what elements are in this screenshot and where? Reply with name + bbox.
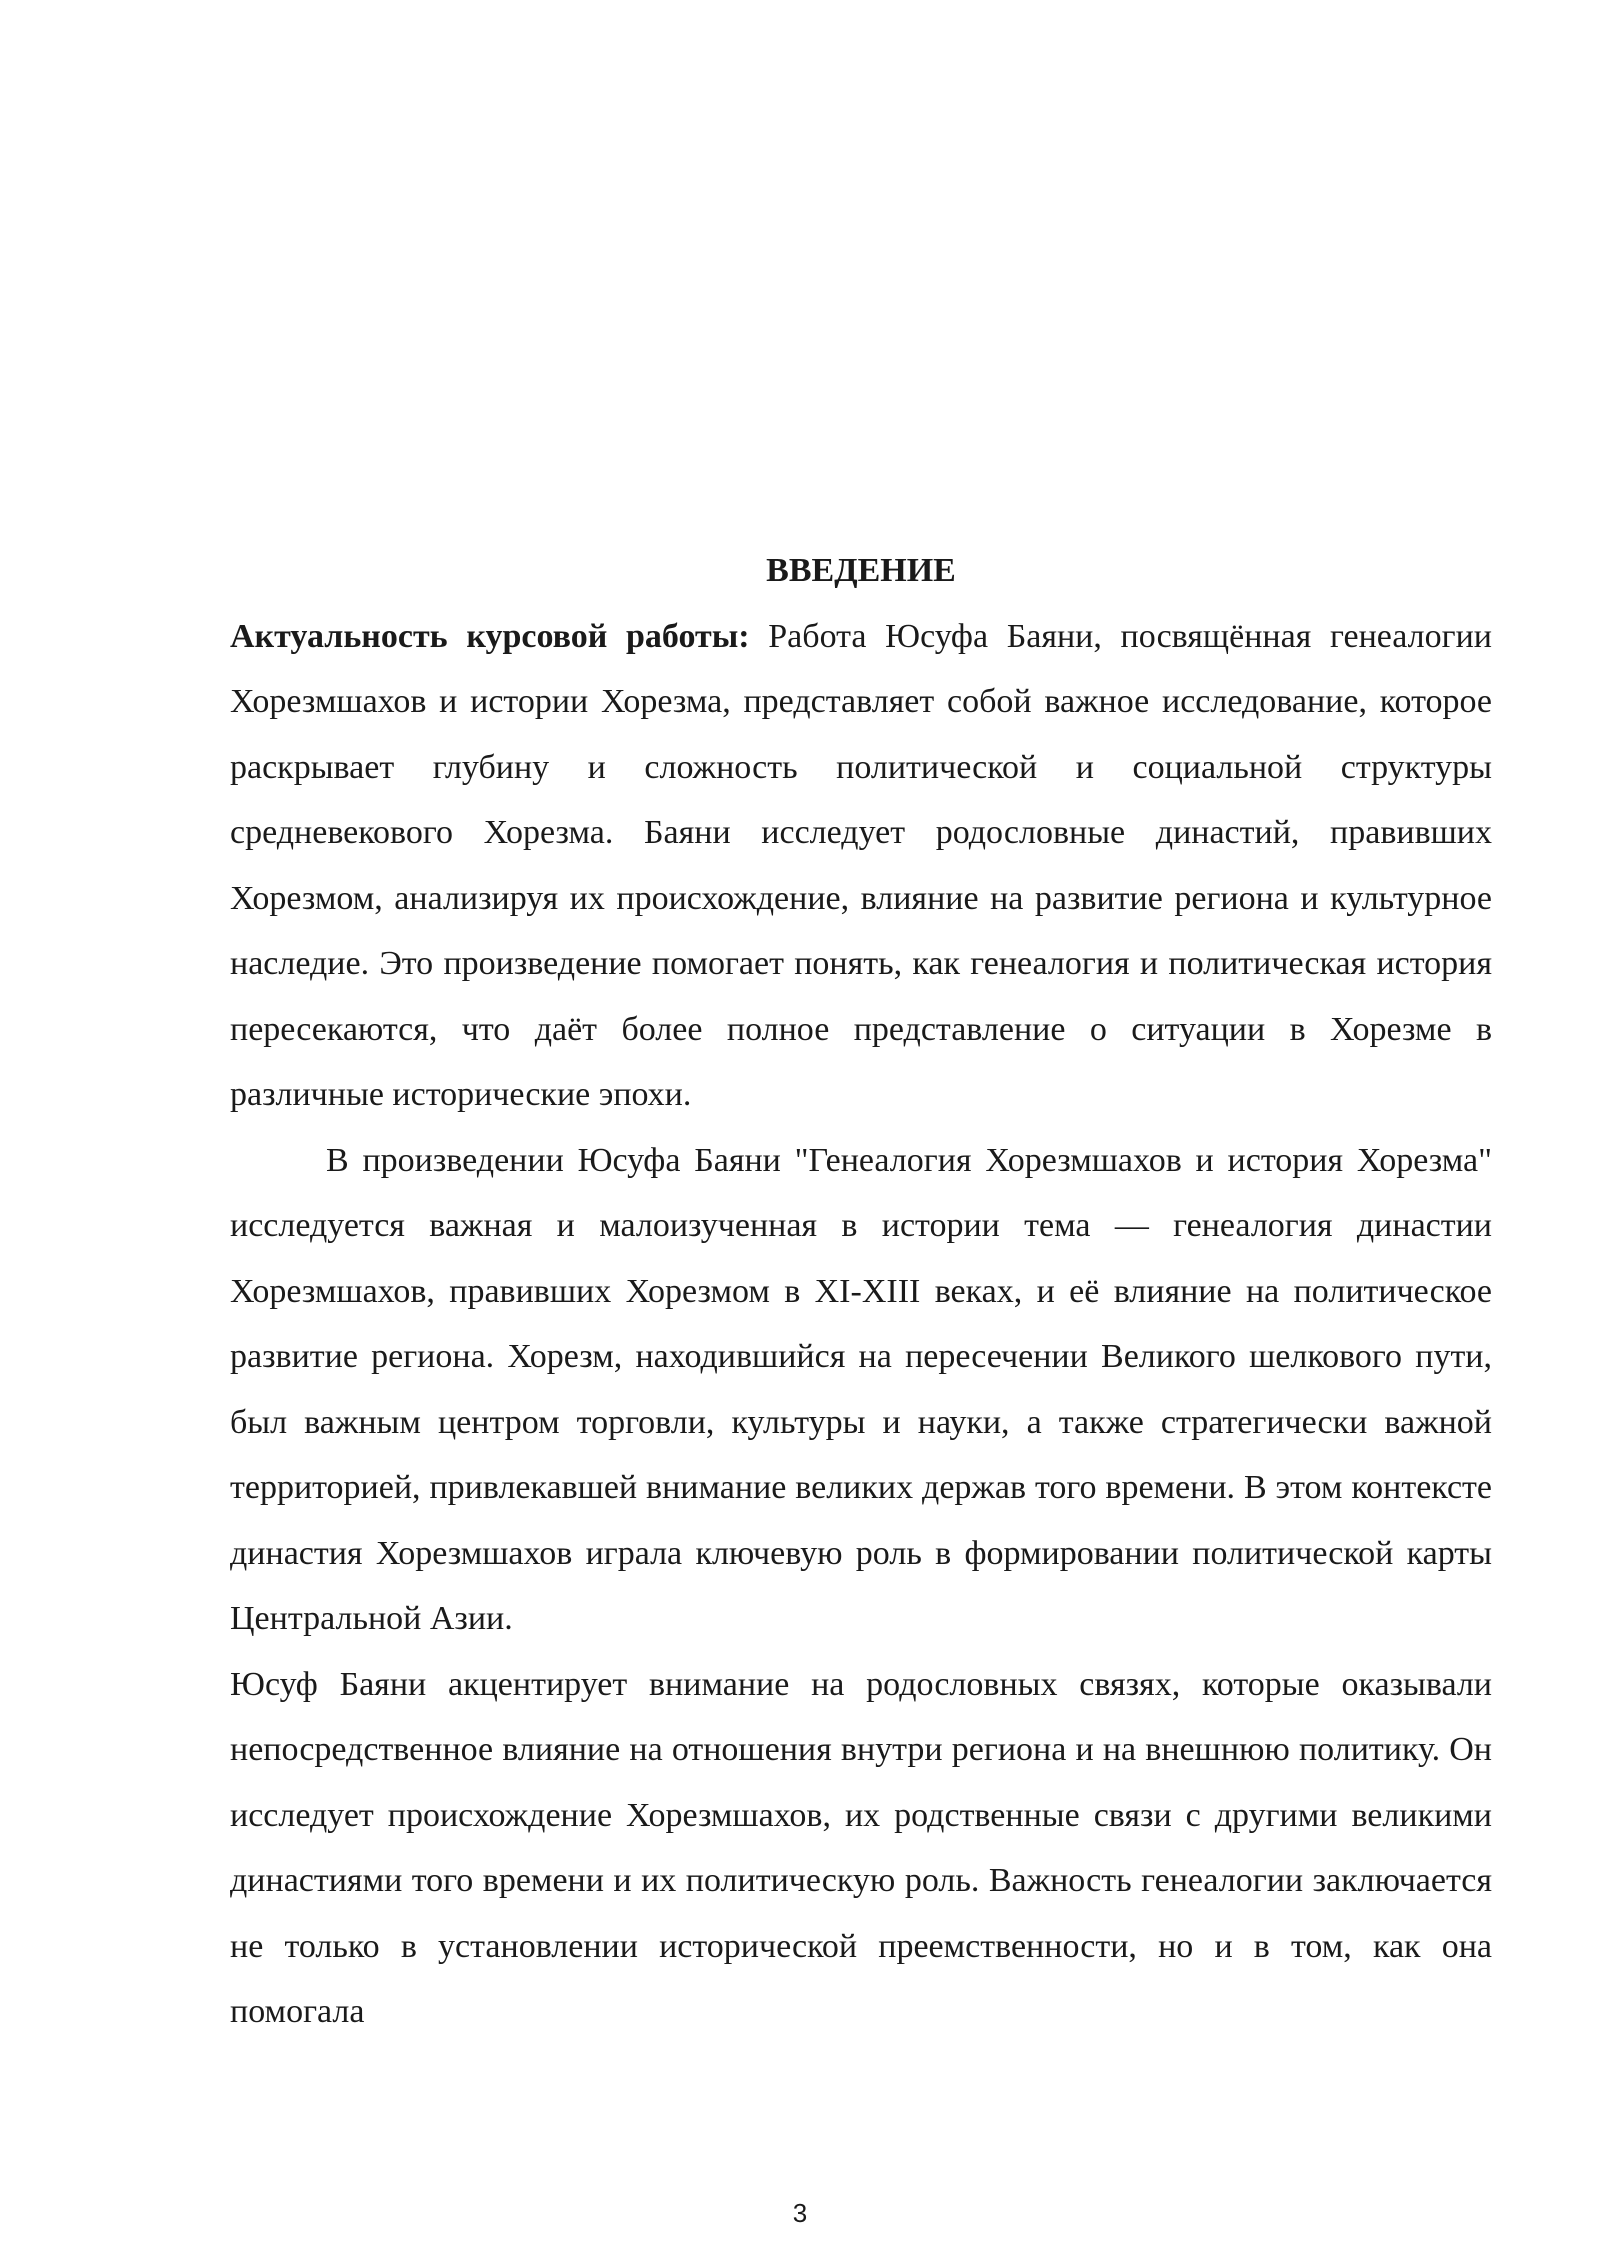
page-number: 3 <box>792 2198 808 2228</box>
paragraph-kinship: Юсуф Баяни акцентирует внимание на родословных связях, которые оказывали непосредственное влияние на отношения внутри региона и на внешнюю политику. Он исследует происхождение Хорезмшахов, их родственные связи с другими великими династиями того времени и их политическую роль. Важность генеалогии заключается не только в установлении исторической преемственности, но и в том, как она помогала <box>230 1665 1492 2030</box>
document-body <box>230 538 1492 2045</box>
relevance-lead: Актуальность курсовой работы: <box>230 617 750 655</box>
section-heading: ВВЕДЕНИЕ <box>766 552 956 589</box>
paragraph-relevance <box>230 604 1492 1128</box>
paragraph-genealogy: В произведении Юсуфа Баяни "Генеалогия Хорезмшахов и история Хорезма" исследуется важная и малоизученная в истории тема — генеалогия династии Хорезмшахов, правивших Хорезмом в XI-XIII веках, и её влияние на политическое развитие региона. Хорезм, находившийся на пересечении Великого шелкового пути, был важным центром торговли, культуры и науки, а также стратегически важной территорией, привлекавшей внимание великих держав того времени. В этом контексте династия Хорезмшахов играла ключевую роль в формировании политической карты Центральной Азии. <box>230 1141 1492 1637</box>
relevance-text: Работа Юсуфа Баяни, посвящённая генеалогии Хорезмшахов и истории Хорезма, представляет собой важное исследование, которое раскрывает глубину и сложность политической и социальной структуры средневекового Хорезма. Баяни исследует родословные династий, правивших Хорезмом, анализируя их происхождение, влияние на развитие региона и культурное наследие. Это произведение помогает понять, как генеалогия и политическая история пересекаются, что даёт более полное представление о ситуации в Хорезме в различные исторические эпохи. <box>230 617 1492 1113</box>
